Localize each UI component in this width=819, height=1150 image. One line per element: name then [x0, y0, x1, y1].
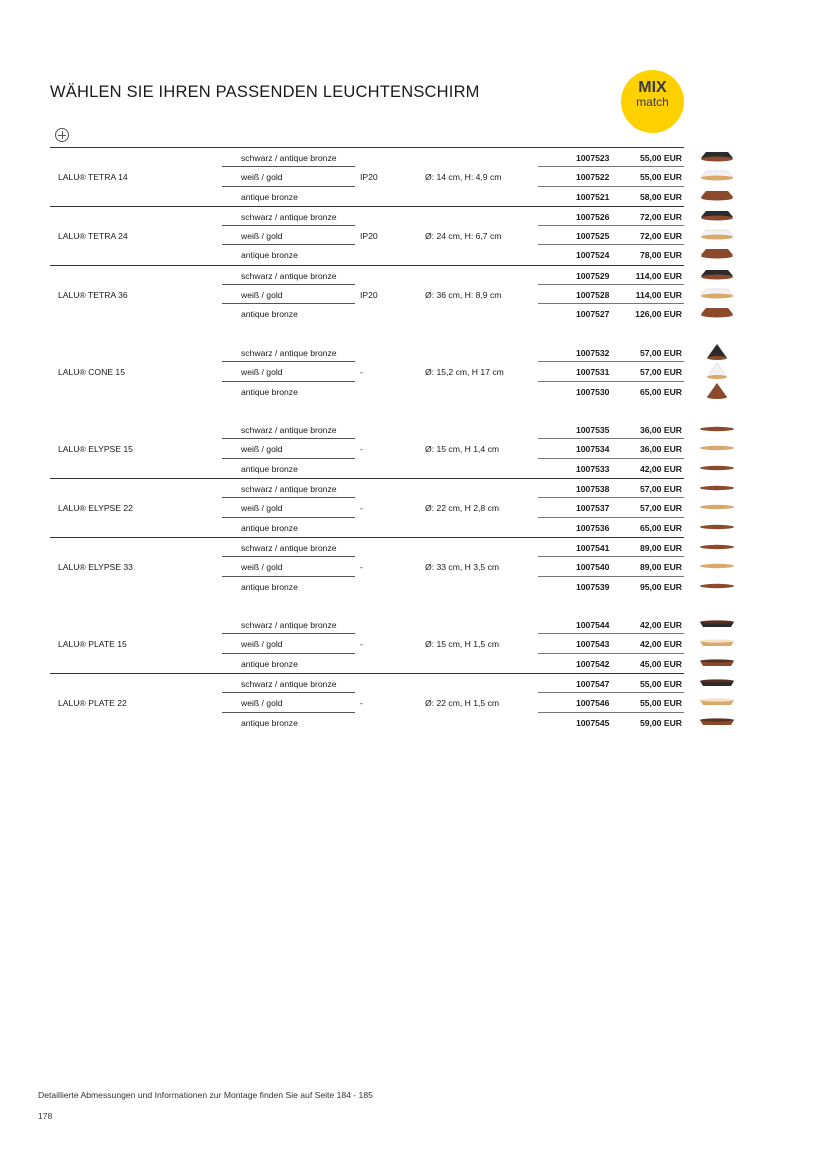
- price: 78,00 EUR: [639, 250, 682, 261]
- article-number: 1007541: [576, 542, 610, 553]
- price: 57,00 EUR: [639, 484, 682, 495]
- tetra-bronze-thumbnail: [697, 304, 737, 322]
- elypse-bronze-thumbnail: [697, 538, 737, 556]
- table-row: [50, 459, 684, 478]
- variant-label: schwarz / antique bronze: [241, 542, 337, 553]
- variant-label: weiß / gold: [241, 698, 283, 709]
- tetra-black-thumbnail: [697, 266, 737, 284]
- table-row: [50, 382, 684, 401]
- group-spacer: [50, 324, 684, 343]
- table-row: [50, 674, 684, 693]
- variant-label: antique bronze: [241, 250, 298, 261]
- dimensions: Ø: 15 cm, H 1,4 cm: [425, 444, 500, 455]
- page-title: WÄHLEN SIE IHREN PASSENDEN LEUCHTENSCHIRM: [50, 83, 480, 101]
- ip-rating: IP20: [360, 290, 378, 301]
- mix-match-badge: [621, 70, 684, 133]
- dimensions: Ø: 33 cm, H 3,5 cm: [425, 562, 500, 573]
- ip-rating: -: [360, 503, 363, 514]
- table-row: [50, 615, 684, 634]
- variant-label: schwarz / antique bronze: [241, 211, 337, 222]
- price: 58,00 EUR: [639, 191, 682, 202]
- plate-black-thumbnail: [697, 615, 737, 633]
- variant-label: weiß / gold: [241, 562, 283, 573]
- product-name: LALU® PLATE 15: [58, 639, 127, 650]
- price: 89,00 EUR: [639, 542, 682, 553]
- plate-gold-thumbnail: [697, 634, 737, 652]
- article-number: 1007532: [576, 347, 610, 358]
- ip-rating: -: [360, 367, 363, 378]
- table-row: [50, 518, 684, 537]
- article-number: 1007529: [576, 270, 610, 281]
- price: 72,00 EUR: [639, 231, 682, 242]
- price: 55,00 EUR: [639, 679, 682, 690]
- variant-label: schwarz / antique bronze: [241, 347, 337, 358]
- elypse-bronze-thumbnail: [697, 459, 737, 477]
- ip-rating: -: [360, 698, 363, 709]
- price: 114,00 EUR: [635, 290, 682, 301]
- table-row: [50, 439, 684, 458]
- plate-bronze-thumbnail: [697, 654, 737, 672]
- tetra-white-thumbnail: [697, 226, 737, 244]
- page-number: 178: [38, 1111, 53, 1121]
- article-number: 1007539: [576, 581, 610, 592]
- article-number: 1007531: [576, 367, 610, 378]
- price: 57,00 EUR: [639, 503, 682, 514]
- article-number: 1007547: [576, 679, 610, 690]
- elypse-bronze-thumbnail: [697, 420, 737, 438]
- product-group: [50, 265, 684, 324]
- ip-rating: IP20: [360, 172, 378, 183]
- ip-rating: IP20: [360, 231, 378, 242]
- table-row: [50, 654, 684, 673]
- table-row: [50, 479, 684, 498]
- variant-label: schwarz / antique bronze: [241, 425, 337, 436]
- product-name: LALU® CONE 15: [58, 367, 125, 378]
- price: 65,00 EUR: [639, 386, 682, 397]
- price: 55,00 EUR: [639, 172, 682, 183]
- article-number: 1007533: [576, 463, 610, 474]
- elypse-bronze-thumbnail: [697, 479, 737, 497]
- article-number: 1007546: [576, 698, 610, 709]
- article-number: 1007525: [576, 231, 610, 242]
- article-number: 1007523: [576, 153, 610, 163]
- price: 55,00 EUR: [639, 153, 682, 163]
- variant-label: weiß / gold: [241, 290, 283, 301]
- table-row: [50, 285, 684, 304]
- price: 55,00 EUR: [639, 698, 682, 709]
- article-number: 1007537: [576, 503, 610, 514]
- product-group: [50, 615, 684, 673]
- variant-label: weiß / gold: [241, 367, 283, 378]
- price: 42,00 EUR: [639, 620, 682, 631]
- product-name: LALU® ELYPSE 22: [58, 503, 133, 514]
- table-row: [50, 167, 684, 186]
- table-row: [50, 538, 684, 557]
- variant-label: antique bronze: [241, 386, 298, 397]
- product-group: [50, 673, 684, 732]
- ip-rating: -: [360, 444, 363, 455]
- table-row: [50, 343, 684, 362]
- cone-bronze-thumbnail: [697, 382, 737, 400]
- article-number: 1007538: [576, 484, 610, 495]
- article-number: 1007534: [576, 444, 610, 455]
- article-number: 1007530: [576, 386, 610, 397]
- table-row: [50, 226, 684, 245]
- variant-label: antique bronze: [241, 463, 298, 474]
- elypse-bronze-thumbnail: [697, 577, 737, 595]
- product-name: LALU® TETRA 36: [58, 290, 128, 301]
- variant-label: schwarz / antique bronze: [241, 153, 337, 163]
- variant-label: schwarz / antique bronze: [241, 620, 337, 631]
- price: 42,00 EUR: [639, 463, 682, 474]
- price: 59,00 EUR: [639, 717, 682, 728]
- cone-white-thumbnail: [697, 362, 737, 380]
- tetra-black-thumbnail: [697, 148, 737, 166]
- article-number: 1007528: [576, 290, 610, 301]
- product-name: LALU® ELYPSE 33: [58, 562, 133, 573]
- price: 57,00 EUR: [639, 367, 682, 378]
- article-number: 1007521: [576, 191, 610, 202]
- product-name: LALU® PLATE 22: [58, 698, 127, 709]
- table-row: [50, 693, 684, 712]
- price: 95,00 EUR: [639, 581, 682, 592]
- price: 126,00 EUR: [635, 309, 682, 320]
- table-row: [50, 148, 684, 167]
- article-number: 1007535: [576, 425, 610, 436]
- price: 72,00 EUR: [639, 211, 682, 222]
- product-group: [50, 147, 684, 206]
- variant-label: schwarz / antique bronze: [241, 484, 337, 495]
- ip-rating: -: [360, 639, 363, 650]
- group-spacer: [50, 401, 684, 420]
- dimensions: Ø: 14 cm, H: 4,9 cm: [425, 172, 502, 183]
- variant-label: weiß / gold: [241, 231, 283, 242]
- price: 89,00 EUR: [639, 562, 682, 573]
- variant-label: weiß / gold: [241, 503, 283, 514]
- tetra-bronze-thumbnail: [697, 245, 737, 263]
- product-group: [50, 537, 684, 596]
- variant-label: antique bronze: [241, 581, 298, 592]
- table-row: [50, 266, 684, 285]
- table-row: [50, 304, 684, 323]
- cone-black-thumbnail: [697, 343, 737, 361]
- article-number: 1007522: [576, 172, 610, 183]
- variant-label: antique bronze: [241, 191, 298, 202]
- elypse-gold-thumbnail: [697, 557, 737, 575]
- price: 57,00 EUR: [639, 347, 682, 358]
- table-row: [50, 207, 684, 226]
- price: 65,00 EUR: [639, 522, 682, 533]
- variant-label: weiß / gold: [241, 172, 283, 183]
- variant-label: antique bronze: [241, 522, 298, 533]
- variant-label: antique bronze: [241, 658, 298, 669]
- article-number: 1007545: [576, 717, 610, 728]
- article-number: 1007536: [576, 522, 610, 533]
- product-group: [50, 206, 684, 265]
- product-name: LALU® TETRA 24: [58, 231, 128, 242]
- price: 36,00 EUR: [639, 444, 682, 455]
- table-row: [50, 577, 684, 596]
- dimensions: Ø: 24 cm, H: 6,7 cm: [425, 231, 502, 242]
- plate-bronze-thumbnail: [697, 713, 737, 731]
- elypse-gold-thumbnail: [697, 498, 737, 516]
- article-number: 1007543: [576, 639, 610, 650]
- dimensions: Ø: 22 cm, H 1,5 cm: [425, 698, 500, 709]
- group-spacer: [50, 596, 684, 615]
- plate-black-thumbnail: [697, 674, 737, 692]
- elypse-gold-thumbnail: [697, 439, 737, 457]
- plate-gold-thumbnail: [697, 693, 737, 711]
- variant-label: weiß / gold: [241, 639, 283, 650]
- plus-circle-icon: [55, 128, 69, 142]
- table-row: [50, 557, 684, 576]
- table-row: [50, 362, 684, 381]
- article-number: 1007542: [576, 658, 610, 669]
- variant-label: weiß / gold: [241, 444, 283, 455]
- product-group: [50, 420, 684, 478]
- price: 114,00 EUR: [635, 270, 682, 281]
- article-number: 1007527: [576, 309, 610, 320]
- table-row: [50, 187, 684, 206]
- dimensions: Ø: 36 cm, H: 8,9 cm: [425, 290, 502, 301]
- table-row: [50, 634, 684, 653]
- tetra-white-thumbnail: [697, 285, 737, 303]
- product-group: [50, 343, 684, 401]
- price: 42,00 EUR: [639, 639, 682, 650]
- variant-label: schwarz / antique bronze: [241, 270, 337, 281]
- price: 36,00 EUR: [639, 425, 682, 436]
- table-row: [50, 713, 684, 732]
- article-number: 1007544: [576, 620, 610, 631]
- article-number: 1007526: [576, 211, 610, 222]
- dimensions: Ø: 15 cm, H 1,5 cm: [425, 639, 500, 650]
- product-name: LALU® ELYPSE 15: [58, 444, 133, 455]
- product-name: LALU® TETRA 14: [58, 172, 128, 183]
- product-table: [50, 147, 684, 732]
- table-row: [50, 498, 684, 517]
- dimensions: Ø: 15,2 cm, H 17 cm: [425, 367, 504, 378]
- article-number: 1007524: [576, 250, 610, 261]
- footnote: Detaillierte Abmessungen und Informationen zur Montage finden Sie auf Seite 184 - 185: [38, 1090, 373, 1100]
- dimensions: Ø: 22 cm, H 2,8 cm: [425, 503, 500, 514]
- badge-line2: match: [636, 95, 669, 109]
- ip-rating: -: [360, 562, 363, 573]
- tetra-white-thumbnail: [697, 167, 737, 185]
- price: 45,00 EUR: [639, 658, 682, 669]
- elypse-bronze-thumbnail: [697, 518, 737, 536]
- variant-label: antique bronze: [241, 309, 298, 320]
- tetra-bronze-thumbnail: [697, 187, 737, 205]
- variant-label: antique bronze: [241, 717, 298, 728]
- product-group: [50, 478, 684, 537]
- article-number: 1007540: [576, 562, 610, 573]
- table-row: [50, 420, 684, 439]
- table-row: [50, 245, 684, 264]
- badge-line1: MIX: [638, 79, 667, 96]
- variant-label: schwarz / antique bronze: [241, 679, 337, 690]
- tetra-black-thumbnail: [697, 207, 737, 225]
